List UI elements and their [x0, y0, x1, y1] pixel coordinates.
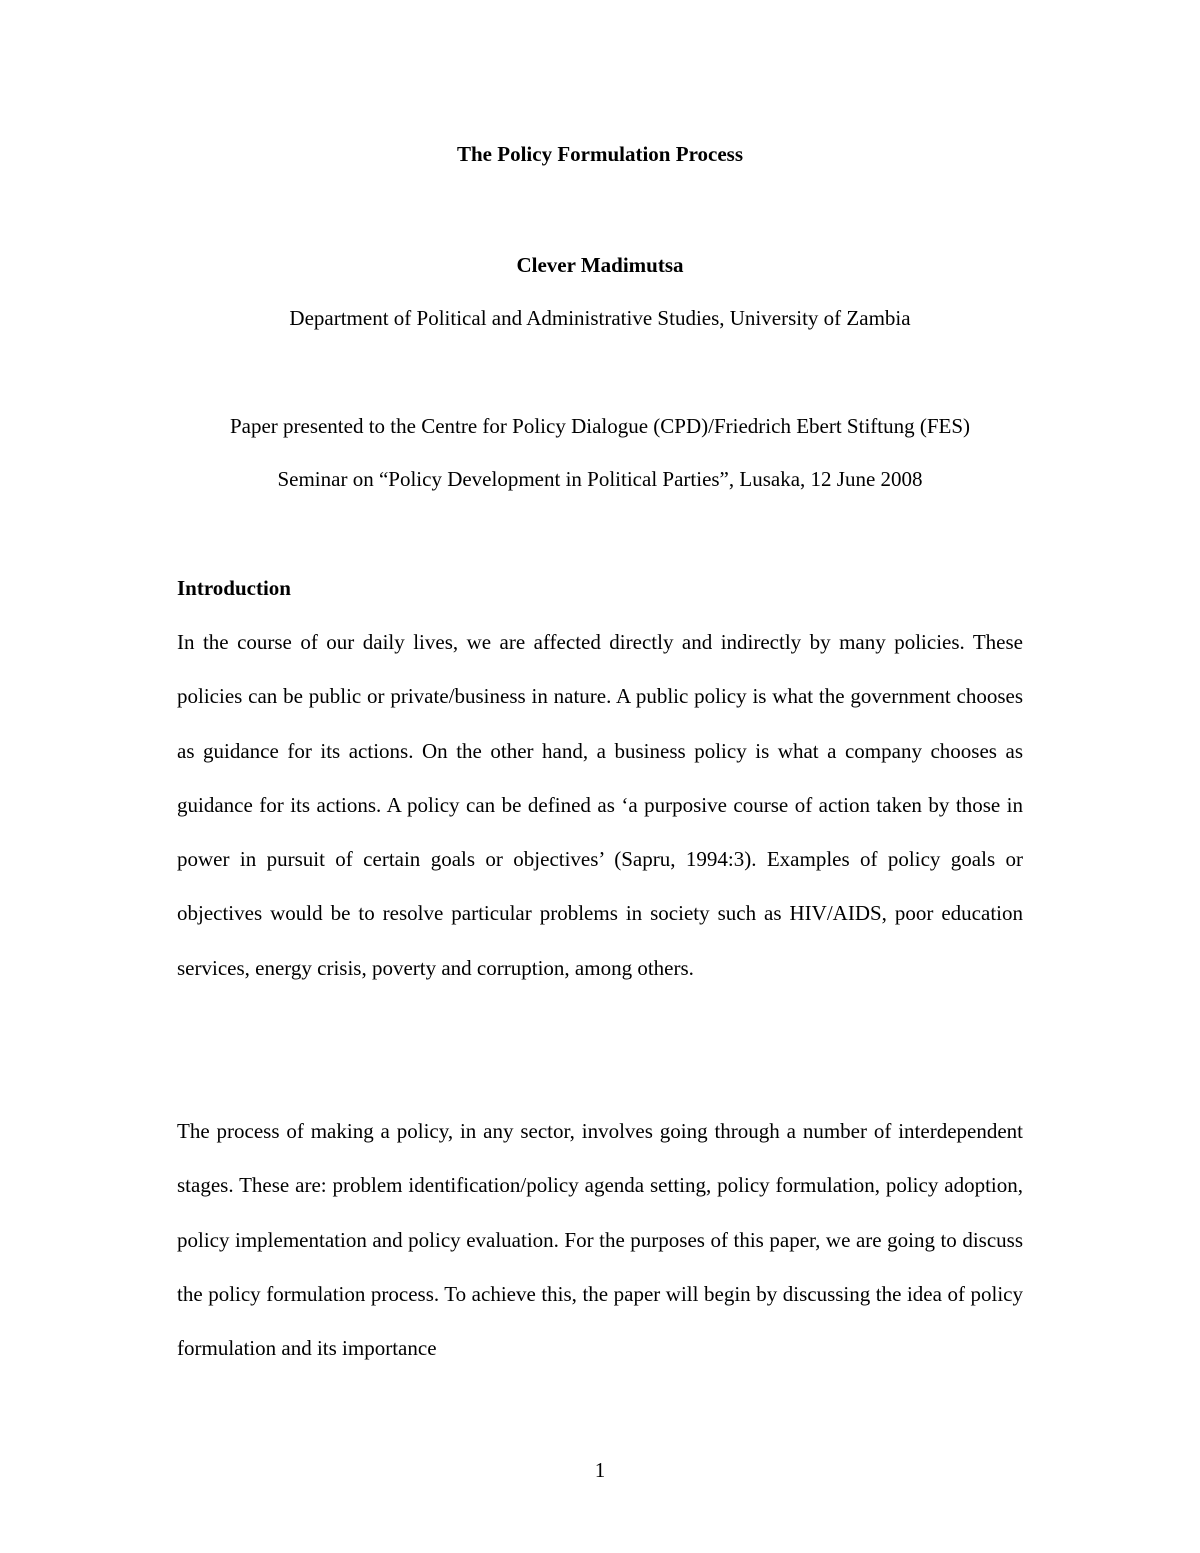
intro-paragraph-1: In the course of our daily lives, we are affected directly and indirectly by many policies. These policies can be public or private/business in nature. A public policy is what the government chooses as guidance for its actions. On the other hand, a business policy is what a company chooses as guidance for its actions. A policy can be defined as ‘a purposive course of action taken by those in power in pursuit of certain goals or objectives’ (Sapru, 1994:3). Examples of policy goals or objectives would be to resolve particular problems in society such as HIV/AIDS, poor education services, energy crisis, poverty and corruption, among others. [177, 630, 1023, 980]
presentation-line-2: Seminar on “Policy Development in Political Parties”, Lusaka, 12 June 2008 [277, 467, 923, 491]
document-title: The Policy Formulation Process [457, 142, 743, 166]
presentation-line-1: Paper presented to the Centre for Policy Dialogue (CPD)/Friedrich Ebert Stiftung (FES) [229, 414, 971, 438]
author-name: Clever Madimutsa [516, 253, 684, 277]
author-affiliation: Department of Political and Administrative Studies, University of Zambia [289, 306, 911, 330]
page-number: 1 [594, 1458, 606, 1482]
introduction-heading: Introduction [177, 576, 291, 600]
intro-paragraph-2: The process of making a policy, in any sector, involves going through a number of interdependent stages. These are: problem identification/policy agenda setting, policy formulation, policy adoption, policy implementation and policy evaluation. For the purposes of this paper, we are going to discuss the policy formulation process. To achieve this, the paper will begin by discussing the idea of policy formulation and its importance [177, 1119, 1023, 1361]
